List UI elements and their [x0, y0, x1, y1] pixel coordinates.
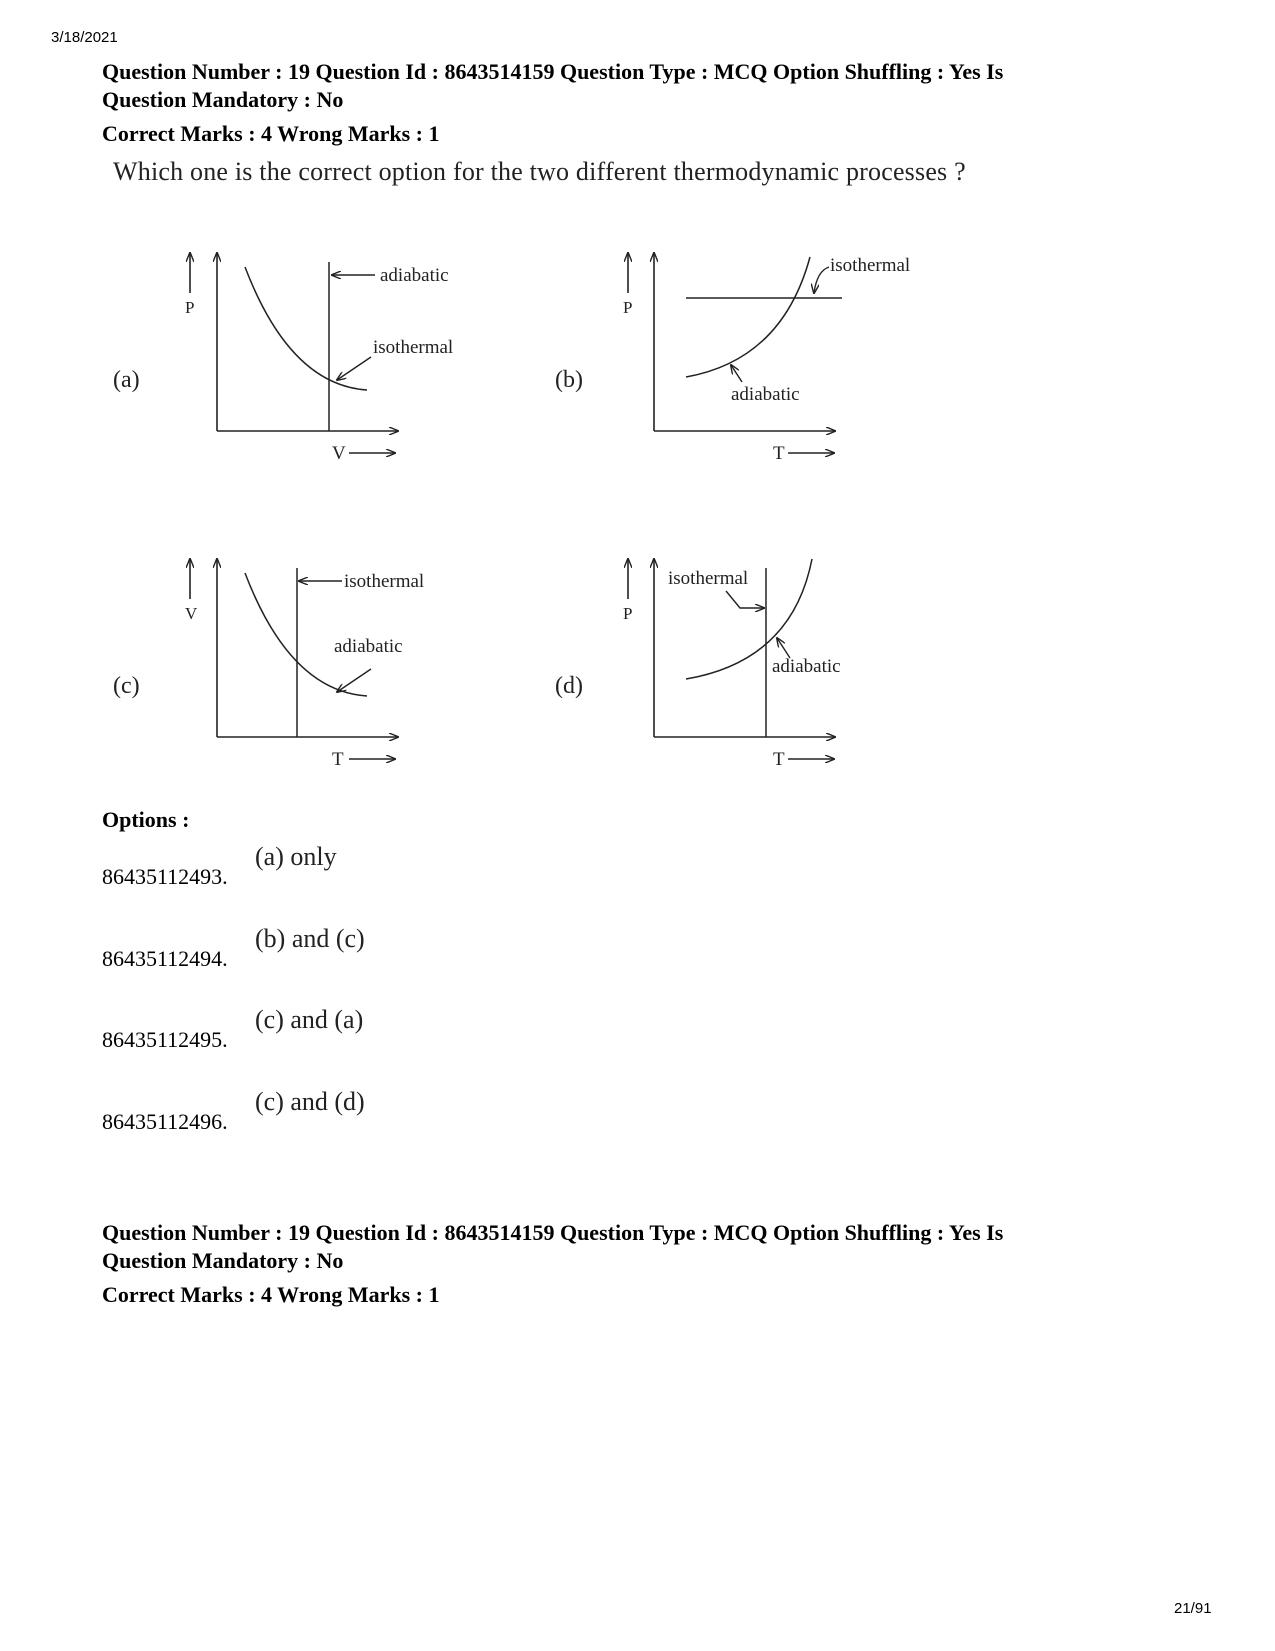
question-meta-line2: Question Mandatory : No [102, 87, 344, 112]
option-1-text: (a) only [255, 842, 337, 871]
graph-c-isothermal-label: isothermal [344, 571, 425, 592]
page-number: 21/91 [1174, 1600, 1212, 1617]
isothermal-pointer [814, 267, 829, 293]
graph-c-label: (c) [113, 673, 140, 699]
question-text: Which one is the correct option for the two different thermodynamic processes ? [113, 157, 966, 186]
graph-a-label: (a) [113, 367, 140, 393]
option-4-text: (c) and (d) [255, 1087, 365, 1116]
isothermal-pointer [726, 591, 764, 608]
options-heading: Options : [102, 807, 190, 832]
graph-b-x-label: T [773, 443, 785, 464]
graph-b-label: (b) [555, 367, 583, 393]
question-meta-line1: Question Number : 19 Question Id : 8643514159 Question Type : MCQ Option Shuffling : Yes Is [102, 59, 1004, 84]
graph-c-svg [105, 551, 435, 776]
graph-a-y-label: P [185, 298, 195, 317]
adiabatic-pointer [731, 365, 742, 382]
graph-a-adiabatic-label: adiabatic [380, 265, 449, 286]
graph-b-y-label: P [623, 298, 633, 317]
graph-c-x-label: T [332, 749, 344, 770]
footer-meta-line1: Question Number : 19 Question Id : 8643514159 Question Type : MCQ Option Shuffling : Yes Is [102, 1220, 1004, 1245]
question-meta [102, 58, 1182, 148]
graph-b [552, 245, 911, 475]
graph-d-isothermal-label: isothermal [668, 568, 749, 589]
option-2-id: 86435112494. [102, 946, 228, 971]
graph-b-svg [552, 245, 911, 470]
graph-b-adiabatic-label: adiabatic [731, 384, 800, 405]
graph-d-adiabatic-label: adiabatic [772, 656, 841, 677]
graph-c-y-label: V [185, 604, 198, 623]
graph-d [552, 551, 902, 781]
graph-a [105, 245, 454, 475]
graph-d-svg [552, 551, 902, 776]
graph-a-svg [105, 245, 454, 470]
graph-d-y-label: P [623, 604, 633, 623]
option-1-id: 86435112493. [102, 864, 228, 889]
graph-c-adiabatic-label: adiabatic [334, 636, 403, 657]
option-4-id: 86435112496. [102, 1109, 228, 1134]
graph-c [105, 551, 435, 781]
footer-question-meta [102, 1219, 1182, 1309]
option-3-id: 86435112495. [102, 1027, 228, 1052]
footer-marks: Correct Marks : 4 Wrong Marks : 1 [102, 1282, 440, 1307]
option-2-text: (b) and (c) [255, 924, 365, 953]
graph-b-isothermal-label: isothermal [830, 255, 911, 276]
isothermal-pointer [337, 357, 371, 380]
graph-a-x-label: V [332, 443, 346, 464]
graph-d-x-label: T [773, 749, 785, 770]
adiabatic-pointer [777, 638, 790, 658]
footer-meta-line2: Question Mandatory : No [102, 1248, 344, 1273]
print-date: 3/18/2021 [51, 29, 118, 46]
question-marks: Correct Marks : 4 Wrong Marks : 1 [102, 121, 440, 146]
option-3-text: (c) and (a) [255, 1005, 364, 1034]
adiabatic-pointer [337, 669, 371, 692]
graph-a-isothermal-label: isothermal [373, 337, 454, 358]
adiabatic-curve [686, 257, 810, 377]
graph-d-label: (d) [555, 673, 583, 699]
